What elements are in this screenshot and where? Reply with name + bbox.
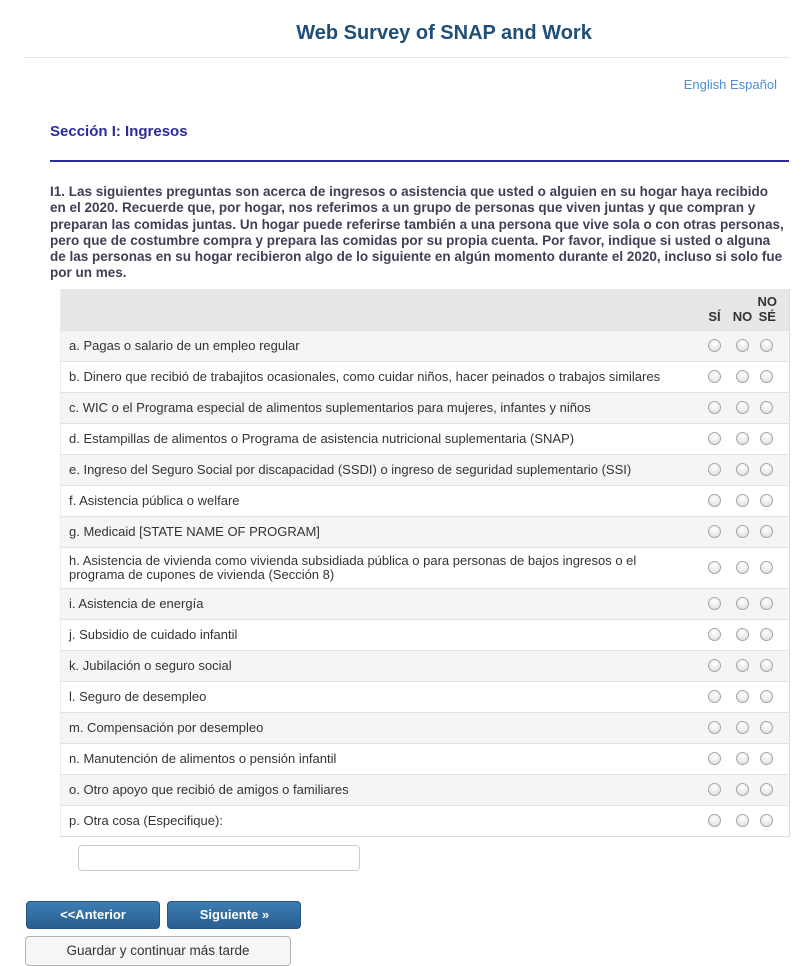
next-button[interactable]: Siguiente » (167, 901, 301, 929)
radio-cell-nose (757, 588, 790, 619)
radio-nose[interactable] (760, 494, 773, 507)
language-link-espanol[interactable]: Español (730, 77, 777, 92)
radio-cell-nose (757, 423, 790, 454)
radio-si[interactable] (708, 561, 721, 574)
table-row (61, 392, 790, 423)
radio-nose[interactable] (760, 752, 773, 765)
radio-nose[interactable] (760, 814, 773, 827)
radio-cell-no (729, 805, 757, 836)
radio-si[interactable] (708, 339, 721, 352)
table-row (61, 330, 790, 361)
radio-nose[interactable] (760, 561, 773, 574)
row-label: i. Asistencia de energía (61, 588, 701, 619)
table-row (61, 588, 790, 619)
radio-no[interactable] (736, 597, 749, 610)
table-row (61, 423, 790, 454)
row-label: m. Compensación por desempleo (61, 712, 701, 743)
row-label: p. Otra cosa (Especifique): (61, 805, 701, 836)
row-label: d. Estampillas de alimentos o Programa de asistencia nutricional suplementaria (SNAP) (61, 423, 701, 454)
table-row (61, 361, 790, 392)
table-row (61, 619, 790, 650)
row-label: b. Dinero que recibió de trabajitos ocasionales, como cuidar niños, hacer peinados o trabajos similares (61, 361, 701, 392)
radio-nose[interactable] (760, 463, 773, 476)
radio-si[interactable] (708, 659, 721, 672)
radio-cell-no (729, 392, 757, 423)
radio-cell-nose (757, 454, 790, 485)
radio-cell-si (701, 423, 729, 454)
column-header-empty (61, 289, 701, 331)
radio-si[interactable] (708, 752, 721, 765)
radio-no[interactable] (736, 494, 749, 507)
table-row (61, 743, 790, 774)
radio-cell-si (701, 774, 729, 805)
radio-si[interactable] (708, 597, 721, 610)
table-row (61, 454, 790, 485)
radio-si[interactable] (708, 721, 721, 734)
radio-nose[interactable] (760, 783, 773, 796)
radio-cell-nose (757, 743, 790, 774)
radio-nose[interactable] (760, 628, 773, 641)
radio-no[interactable] (736, 561, 749, 574)
radio-cell-no (729, 774, 757, 805)
radio-no[interactable] (736, 721, 749, 734)
row-label: a. Pagas o salario de un empleo regular (61, 330, 701, 361)
radio-cell-si (701, 712, 729, 743)
radio-cell-no (729, 516, 757, 547)
column-header-si: SÍ (701, 289, 729, 331)
radio-cell-nose (757, 547, 790, 588)
table-header (61, 289, 790, 331)
radio-cell-si (701, 619, 729, 650)
radio-cell-si (701, 330, 729, 361)
radio-cell-si (701, 588, 729, 619)
radio-cell-no (729, 681, 757, 712)
radio-cell-nose (757, 485, 790, 516)
row-label: e. Ingreso del Seguro Social por discapacidad (SSDI) o ingreso de seguridad suplementario (SSI) (61, 454, 701, 485)
radio-no[interactable] (736, 463, 749, 476)
radio-nose[interactable] (760, 597, 773, 610)
column-header-nose: NO SÉ (757, 289, 790, 331)
radio-cell-si (701, 361, 729, 392)
radio-cell-nose (757, 681, 790, 712)
radio-cell-no (729, 743, 757, 774)
table-row (61, 516, 790, 547)
radio-cell-no (729, 454, 757, 485)
radio-cell-nose (757, 805, 790, 836)
language-link-english[interactable]: English (683, 77, 727, 92)
other-specify-wrap (78, 845, 812, 871)
radio-cell-nose (757, 619, 790, 650)
radio-si[interactable] (708, 628, 721, 641)
radio-no[interactable] (736, 814, 749, 827)
table-row (61, 650, 790, 681)
radio-cell-no (729, 547, 757, 588)
nav-buttons (26, 901, 812, 929)
previous-button[interactable]: <<Anterior (26, 901, 160, 929)
radio-nose[interactable] (760, 370, 773, 383)
radio-cell-si (701, 547, 729, 588)
row-label: o. Otro apoyo que recibió de amigos o familiares (61, 774, 701, 805)
radio-nose[interactable] (760, 339, 773, 352)
radio-cell-no (729, 712, 757, 743)
other-specify-input[interactable] (78, 845, 360, 871)
table-row (61, 485, 790, 516)
radio-si[interactable] (708, 370, 721, 383)
radio-nose[interactable] (760, 690, 773, 703)
column-header-no: NO (729, 289, 757, 331)
radio-nose[interactable] (760, 432, 773, 445)
radio-no[interactable] (736, 659, 749, 672)
question-intro: I1. Las siguientes preguntas son acerca de ingresos o asistencia que usted o alguien en su hogar haya recibido en el 2020. Recuerde que, por hogar, nos referimos a un grupo de personas que viven juntas y que compran y preparan las comidas juntas. Un hogar puede referirse también a una persona que vive sola o con otras personas, pero que de costumbre compra y prepara las comidas por su propia cuenta. Por favor, indique si usted o alguna de las personas en su hogar recibieron algo de lo siguiente en algún momento durante el 2020, incluso si solo fue por un mes. (50, 184, 784, 281)
radio-no[interactable] (736, 628, 749, 641)
table-row (61, 712, 790, 743)
radio-cell-si (701, 805, 729, 836)
radio-si[interactable] (708, 463, 721, 476)
radio-no[interactable] (736, 401, 749, 414)
table-row (61, 805, 790, 836)
radio-cell-si (701, 454, 729, 485)
radio-cell-si (701, 392, 729, 423)
radio-nose[interactable] (760, 525, 773, 538)
table-row (61, 547, 790, 588)
row-label: k. Jubilación o seguro social (61, 650, 701, 681)
row-label: g. Medicaid [STATE NAME OF PROGRAM] (61, 516, 701, 547)
radio-cell-si (701, 743, 729, 774)
radio-cell-no (729, 361, 757, 392)
radio-cell-nose (757, 712, 790, 743)
radio-cell-nose (757, 392, 790, 423)
radio-no[interactable] (736, 752, 749, 765)
radio-cell-nose (757, 361, 790, 392)
section-divider (50, 160, 789, 162)
radio-nose[interactable] (760, 721, 773, 734)
row-label: f. Asistencia pública o welfare (61, 485, 701, 516)
row-label: j. Subsidio de cuidado infantil (61, 619, 701, 650)
table-row (61, 681, 790, 712)
radio-nose[interactable] (760, 401, 773, 414)
row-label: n. Manutención de alimentos o pensión infantil (61, 743, 701, 774)
radio-si[interactable] (708, 690, 721, 703)
radio-cell-no (729, 485, 757, 516)
radio-no[interactable] (736, 783, 749, 796)
save-button[interactable]: Guardar y continuar más tarde (25, 936, 291, 966)
radio-no[interactable] (736, 339, 749, 352)
radio-cell-nose (757, 330, 790, 361)
radio-cell-nose (757, 516, 790, 547)
radio-cell-si (701, 650, 729, 681)
radio-si[interactable] (708, 494, 721, 507)
language-bar (0, 77, 777, 92)
table-row (61, 774, 790, 805)
radio-no[interactable] (736, 525, 749, 538)
radio-no[interactable] (736, 432, 749, 445)
radio-si[interactable] (708, 525, 721, 538)
radio-cell-no (729, 330, 757, 361)
radio-cell-no (729, 588, 757, 619)
radio-si[interactable] (708, 783, 721, 796)
row-label: h. Asistencia de vivienda como vivienda subsidiada pública o para personas de bajos ingresos o el programa de cupones de vivienda (Sección 8) (61, 547, 701, 588)
radio-cell-si (701, 681, 729, 712)
radio-si[interactable] (708, 401, 721, 414)
income-sources-table (60, 289, 790, 837)
radio-cell-nose (757, 650, 790, 681)
radio-no[interactable] (736, 690, 749, 703)
radio-cell-si (701, 485, 729, 516)
radio-cell-si (701, 516, 729, 547)
radio-nose[interactable] (760, 659, 773, 672)
row-label: l. Seguro de desempleo (61, 681, 701, 712)
radio-no[interactable] (736, 370, 749, 383)
radio-cell-nose (757, 774, 790, 805)
radio-cell-no (729, 619, 757, 650)
section-title: Sección I: Ingresos (50, 123, 188, 140)
radio-cell-no (729, 423, 757, 454)
radio-si[interactable] (708, 814, 721, 827)
header-divider (23, 57, 789, 58)
radio-si[interactable] (708, 432, 721, 445)
page-title: Web Survey of SNAP and Work (296, 22, 592, 44)
row-label: c. WIC o el Programa especial de alimentos suplementarios para mujeres, infantes y niños (61, 392, 701, 423)
radio-cell-no (729, 650, 757, 681)
